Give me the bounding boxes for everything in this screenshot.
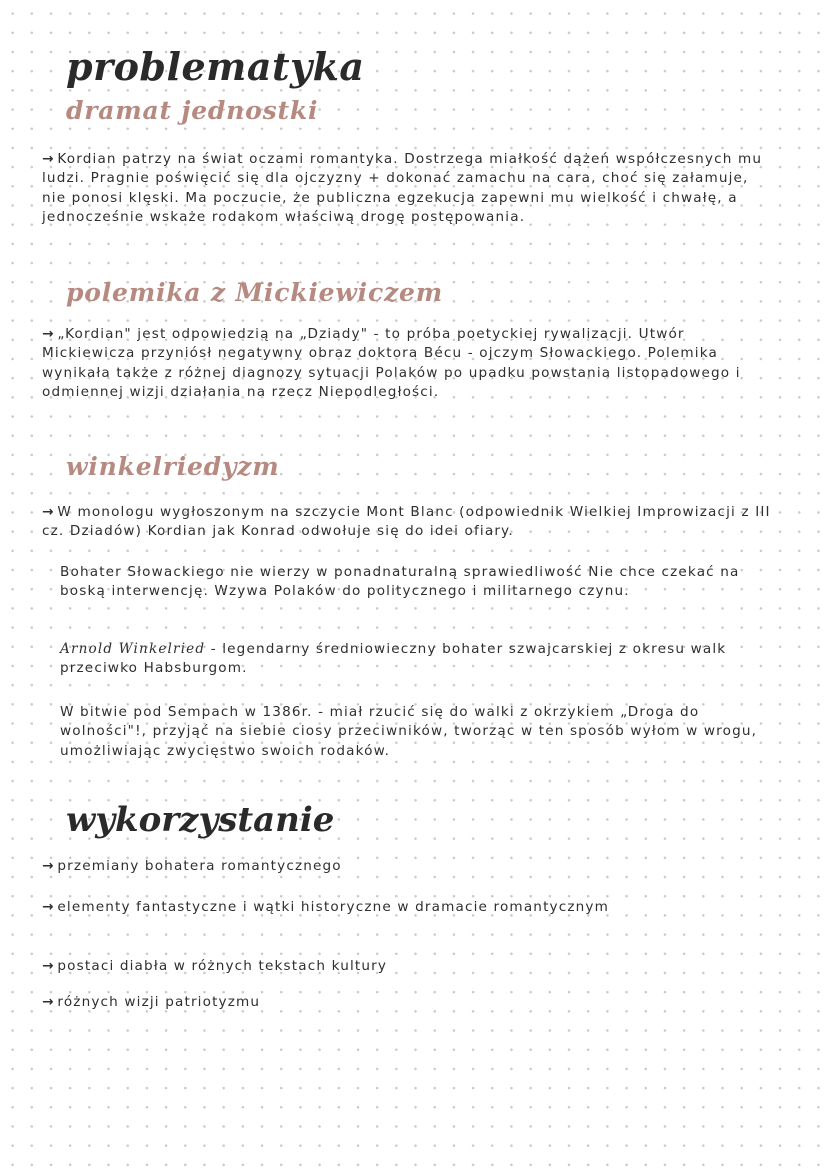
arrow-icon: →: [42, 504, 54, 520]
winkelried-definition: [42, 640, 773, 679]
usage-item: [42, 957, 773, 976]
usage-item: [42, 898, 678, 917]
section-heading-polemika: polemika z Mickiewiczem: [66, 278, 443, 307]
arrow-icon: →: [42, 858, 54, 874]
section-text-winkelriedyzm: [42, 503, 773, 542]
section-text-dramat: [42, 150, 773, 228]
usage-item-text: postaci diabła w różnych tekstach kultury: [57, 958, 388, 974]
usage-item: [42, 857, 773, 876]
section-text-polemika: [42, 325, 773, 403]
arrow-icon: →: [42, 899, 54, 915]
section-heading-winkelriedyzm: winkelriedyzm: [66, 452, 280, 481]
page-title: problematyka: [66, 44, 365, 89]
section-heading-dramat: dramat jednostki: [66, 96, 319, 125]
usage-heading: wykorzystanie: [66, 800, 335, 840]
section-text-winkelriedyzm-2: Bohater Słowackiego nie wierzy w ponadnaturalną sprawiedliwość Nie chce czekać na boską interwencję. Wzywa Polaków do politycznego i militarnego czynu.: [60, 564, 740, 600]
winkelried-name: Arnold Winkelried: [60, 641, 206, 657]
winkelried-description: - legendarny średniowieczny bohater szwajcarskiej z okresu walk przeciwko Habsburgom.: [60, 641, 727, 677]
arrow-icon: →: [42, 326, 54, 342]
arrow-icon: →: [42, 151, 54, 167]
usage-item-text: przemiany bohatera romantycznego: [57, 858, 342, 874]
usage-item-text: elementy fantastyczne i wątki historyczne w dramacie romantycznym: [57, 899, 610, 915]
usage-item-text: różnych wizji patriotyzmu: [57, 994, 261, 1010]
arrow-icon: →: [42, 958, 54, 974]
winkelried-battle: W bitwie pod Sempach w 1386r. - miał rzucić się do walki z okrzykiem „Droga do wolności"!, przyjąć na siebie ciosy przeciwników, tworząc w ten sposób wyłom w wrogu, umożliwiając zwycięstwo swoich rodaków.: [60, 704, 758, 759]
paragraph-text: „Kordian" jest odpowiedzią na „Dziady" - to próba poetyckiej rywalizacji. Utwór Mickiewicza przyniósł negatywny obraz doktora Bécu - ojczym Słowackiego. Polemika wynikała także z różnej diagnozy sytuacji Polaków po upadku powstania listopadowego i odmiennej wizji działania na rzecz Niepodległości.: [42, 326, 741, 401]
paragraph-text: W monologu wygłoszonym na szczycie Mont Blanc (odpowiednik Wielkiej Improwizacji z III cz. Dziadów) Kordian jak Konrad odwołuje się do idei ofiary.: [42, 504, 771, 540]
paragraph-text: Kordian patrzy na świat oczami romantyka. Dostrzega miałkość dążeń współczesnych mu ludzi. Pragnie poświęcić się dla ojczyzny + dokonać zamachu na cara, choć się załamuje, nie ponosi klęski. Ma poczucie, że publiczna egzekucja zapewni mu wielkość i chwałę, a jednocześnie wskaże rodakom właściwą drogę postępowania.: [42, 151, 763, 226]
usage-item: [42, 993, 773, 1012]
arrow-icon: →: [42, 994, 54, 1010]
